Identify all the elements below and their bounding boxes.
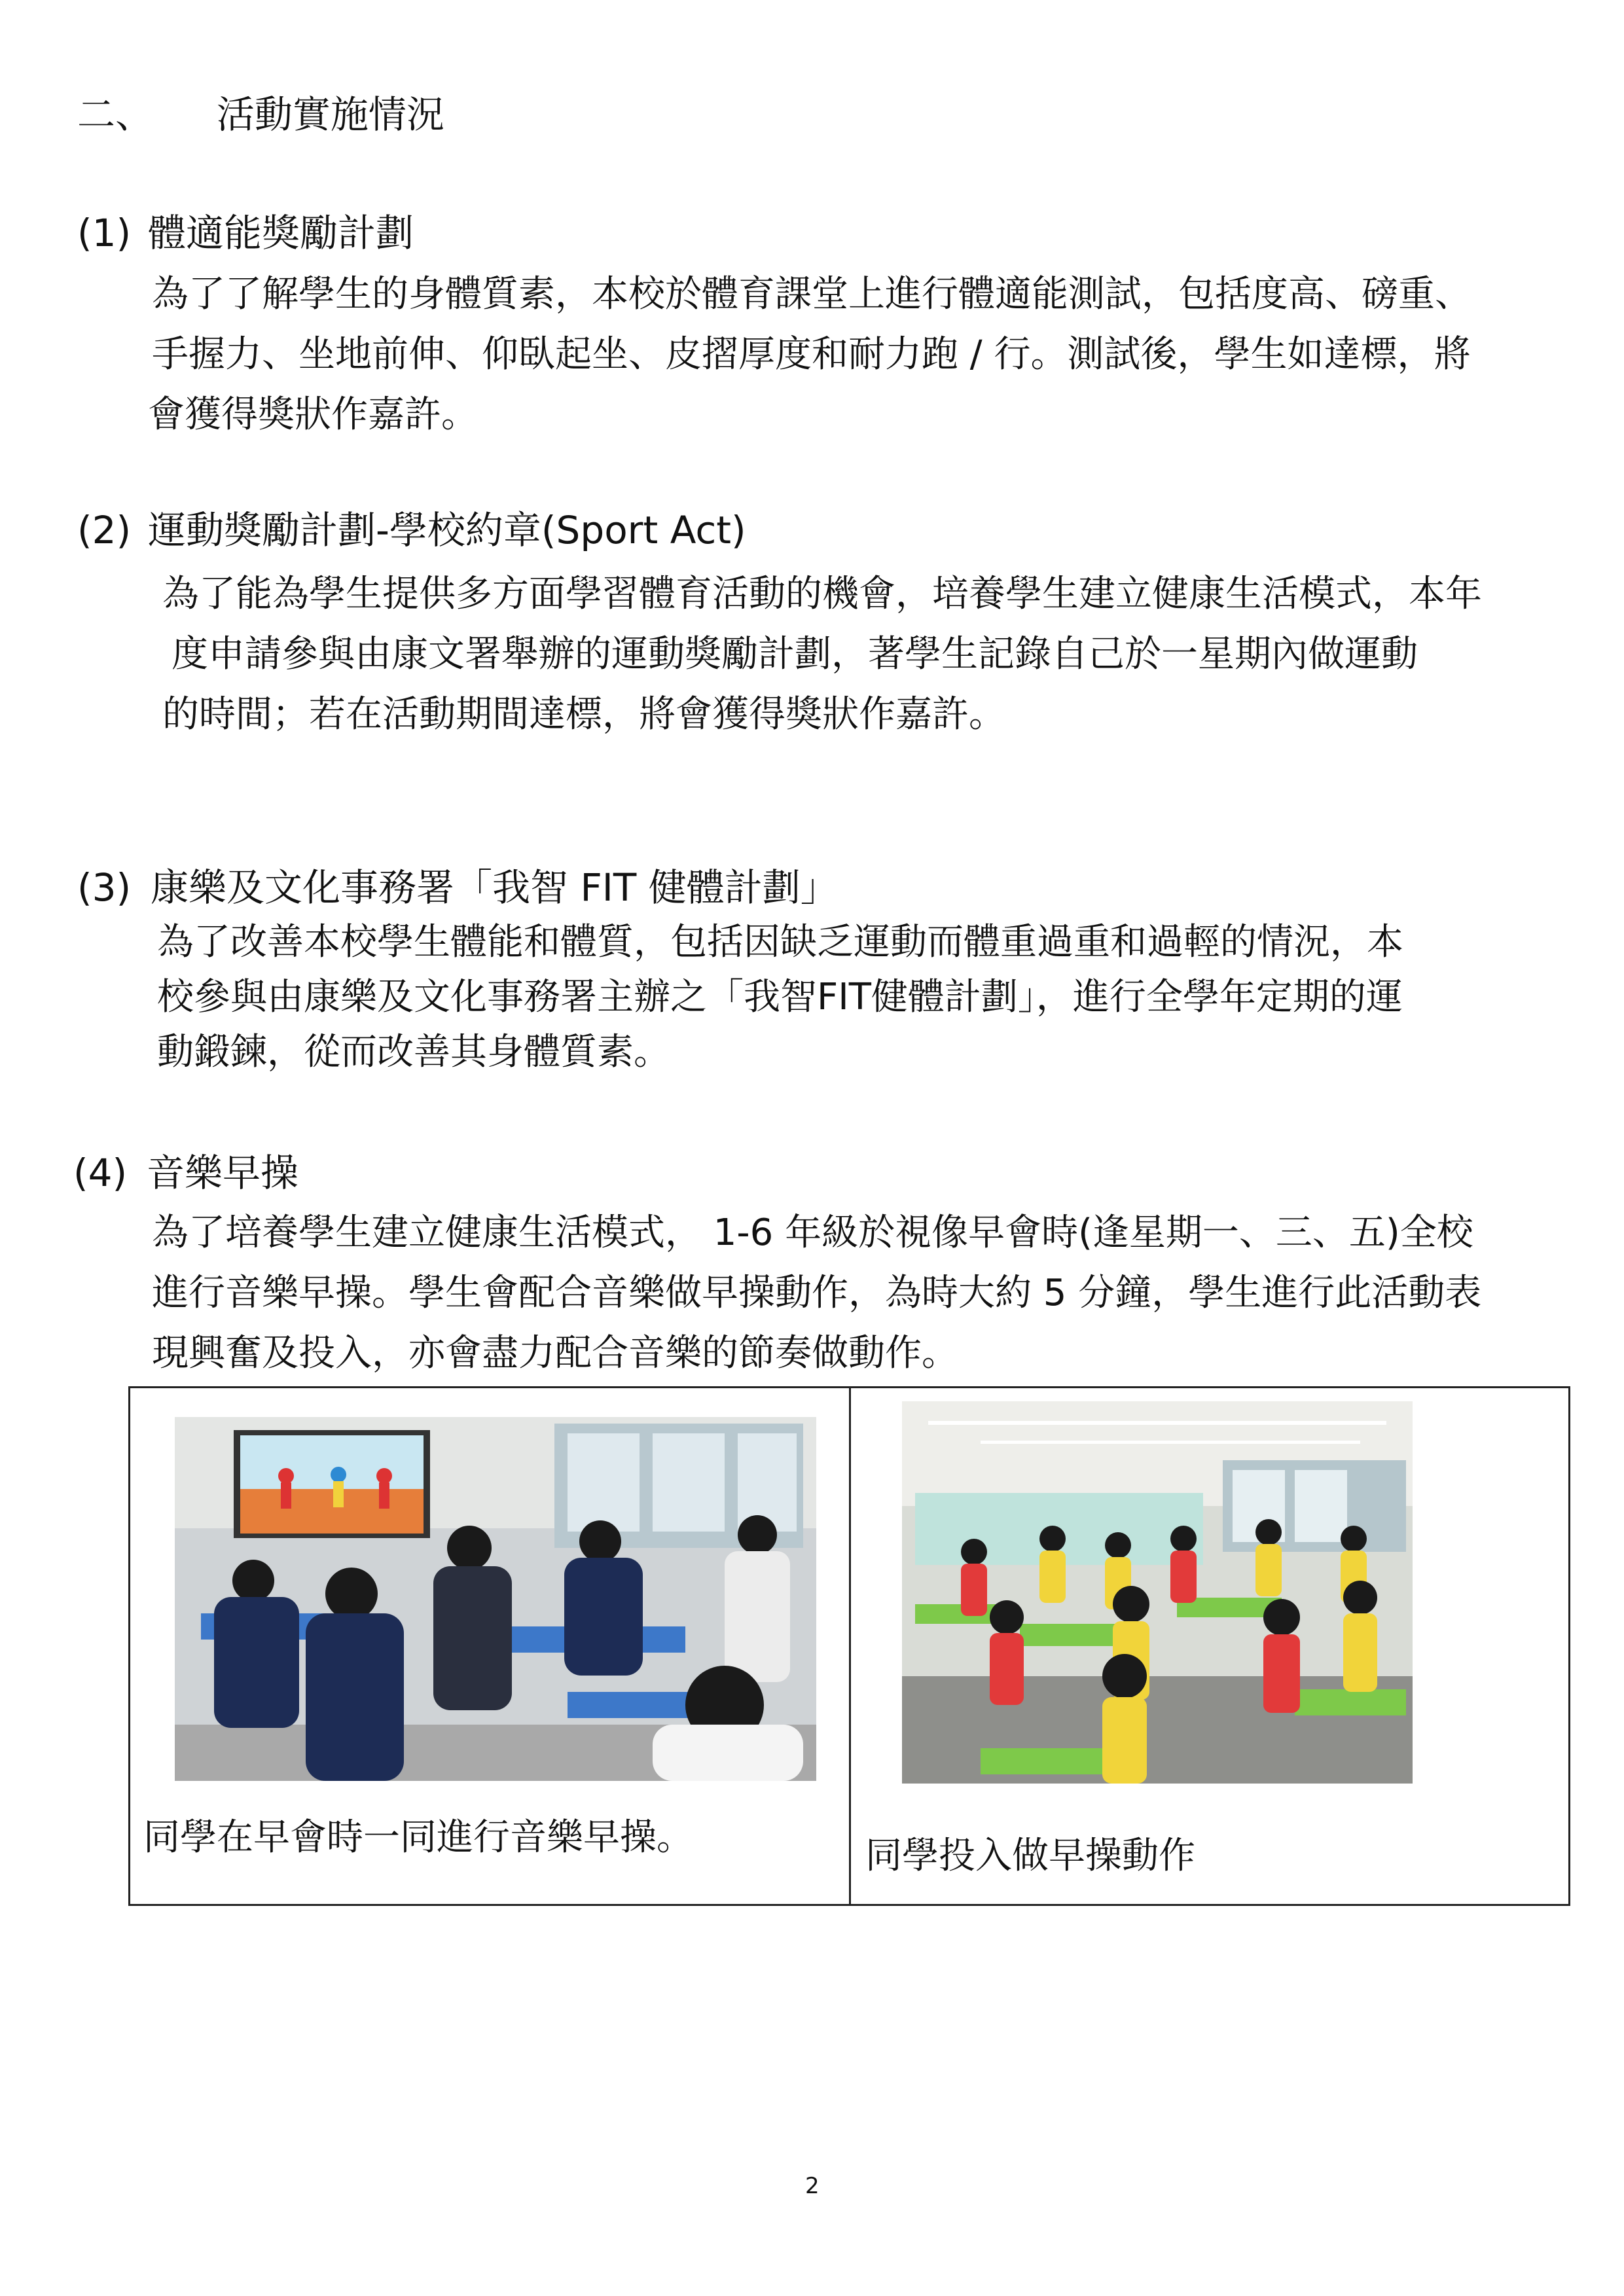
- item-1-title: 體適能獎勵計劃: [148, 211, 414, 255]
- item-1-heading: [77, 207, 414, 259]
- photo-caption-right: 同學投入做早操動作: [865, 1835, 1195, 1877]
- item-2-heading: [77, 504, 746, 556]
- item-2-number: (2): [77, 508, 132, 552]
- classroom-photo-1: [175, 1417, 816, 1781]
- item-1-line: 為了了解學生的身體質素，本校於體育課堂上進行體適能測試，包括度高、磅重、: [152, 273, 1471, 315]
- photo-caption-left: 同學在早會時一同進行音樂早操。: [143, 1816, 693, 1859]
- item-4-heading: [73, 1147, 298, 1199]
- photo-table: [128, 1386, 1570, 1906]
- item-3-line: 校參與由康樂及文化事務署主辦之「我智FIT健體計劃」，進行全學年定期的運: [157, 976, 1403, 1018]
- photo-cell-right: [850, 1388, 1570, 1905]
- item-1-line: 會獲得獎狀作嘉許。: [148, 393, 478, 436]
- item-3-line: 為了改善本校學生體能和體質，包括因缺乏運動而體重過重和過輕的情況，本: [157, 921, 1403, 963]
- photo-cell-left: [130, 1388, 850, 1905]
- item-4-line: 現興奮及投入，亦會盡力配合音樂的節奏做動作。: [152, 1332, 958, 1374]
- item-2-line: 度申請參與由康文署舉辦的運動獎勵計劃，著學生記錄自己於一星期內做運動: [171, 633, 1418, 675]
- item-4-body: [152, 1203, 1481, 1384]
- item-2-title: 運動獎勵計劃-學校約章(Sport Act): [148, 508, 746, 552]
- section-number: 二、: [77, 92, 154, 137]
- item-3-title: 康樂及文化事務署「我智 FIT 健體計劃」: [151, 865, 839, 910]
- item-4-line: 為了培養學生建立健康生活模式， 1-6 年級於視像早會時(逢星期一、三、五)全校: [152, 1211, 1473, 1254]
- item-4-title: 音樂早操: [147, 1151, 299, 1195]
- item-1-number: (1): [77, 211, 132, 255]
- item-2-body: [162, 564, 1482, 745]
- item-4-line: 進行音樂早操。學生會配合音樂做早操動作，為時大約 5 分鐘，學生進行此活動表: [152, 1272, 1482, 1314]
- item-3-heading: [77, 861, 839, 914]
- section-title: 活動實施情況: [216, 92, 444, 137]
- item-1-body: [148, 264, 1471, 445]
- item-2-line: 的時間；若在活動期間達標，將會獲得獎狀作嘉許。: [162, 693, 1005, 736]
- section-heading: [77, 88, 444, 141]
- classroom-photo-2: [902, 1401, 1413, 1784]
- item-3-number: (3): [77, 865, 132, 910]
- item-4-number: (4): [73, 1151, 128, 1195]
- item-2-line: 為了能為學生提供多方面學習體育活動的機會，培養學生建立健康生活模式，本年: [162, 573, 1482, 615]
- item-3-body: [157, 915, 1403, 1080]
- page-number: 2: [805, 2173, 820, 2199]
- item-3-line: 動鍛鍊，從而改善其身體質素。: [157, 1031, 670, 1073]
- item-1-line: 手握力、坐地前伸、仰臥起坐、皮摺厚度和耐力跑 / 行。測試後，學生如達標，將: [152, 333, 1471, 376]
